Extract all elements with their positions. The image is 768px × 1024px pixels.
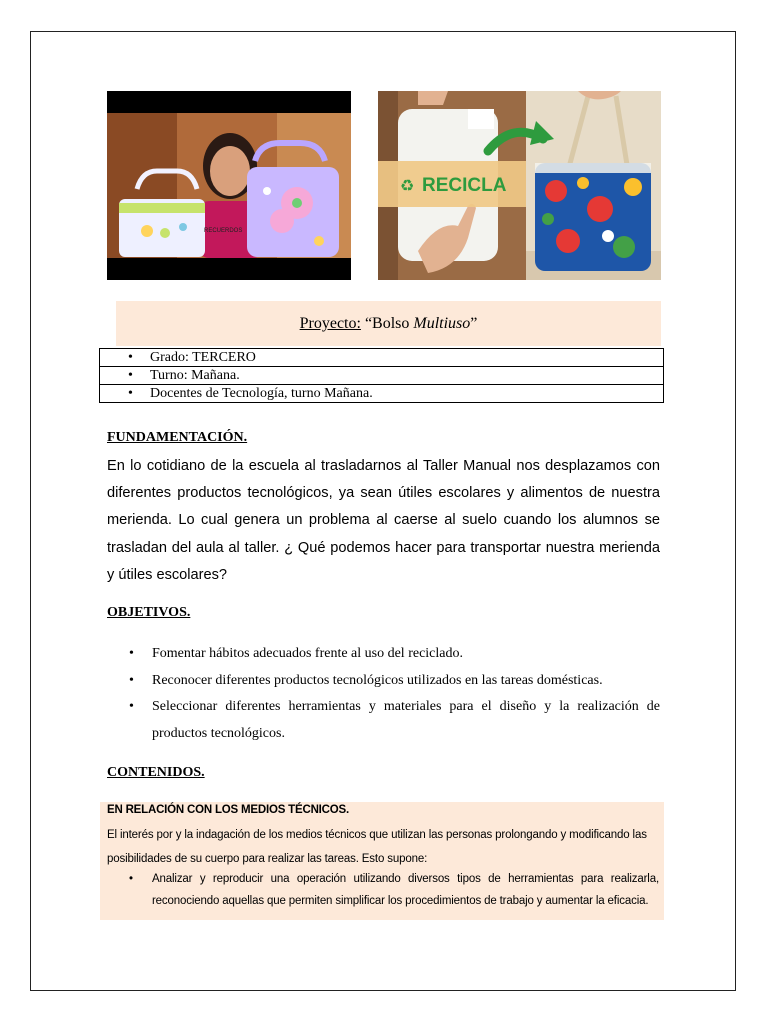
info-text-docentes: Docentes de Tecnología, turno Mañana. — [150, 385, 373, 401]
contenidos-box — [100, 802, 664, 920]
project-name: Multiuso — [413, 315, 471, 332]
info-row-grado — [100, 349, 664, 367]
bullet: • — [129, 699, 134, 714]
photo-woman-with-bags — [107, 91, 351, 280]
objetivo-text: Reconocer diferentes productos tecnológicos utilizados en las tareas domésticas. — [152, 672, 603, 688]
list-item — [107, 641, 660, 668]
fundamentacion-heading: FUNDAMENTACIÓN. — [107, 430, 248, 445]
list-item — [107, 694, 660, 747]
info-cell — [100, 385, 664, 403]
info-row-docentes — [100, 385, 664, 403]
bullet: • — [129, 646, 134, 661]
project-quote-open: “Bolso — [360, 315, 414, 332]
recycle-icon: ♻ — [400, 178, 415, 195]
fundamentacion-paragraph: En lo cotidiano de la escuela al trasladarnos al Taller Manual nos desplazamos con diferentes productos tecnológicos, ya sean útiles escolares y alimentos de nuestra merienda. Lo cual genera un problema al caerse al suelo cuando los alumnos se trasladan del aula al taller. ¿ Qué podemos hacer para transportar nuestra merienda y útiles escolares? — [107, 458, 660, 583]
info-table — [99, 348, 664, 403]
bullet: • — [129, 873, 133, 885]
bullet: • — [128, 385, 133, 401]
contenidos-box-text: El interés por y la indagación de los medios técnicos que utilizan las personas prolongando y modificando las posibilidades de su cuerpo para realizar las tareas. Esto supone: — [107, 829, 647, 865]
list-item — [107, 668, 660, 695]
bullet: • — [129, 672, 134, 688]
recicla-badge-text: RECICLA — [422, 175, 507, 196]
contenidos-list — [107, 868, 659, 912]
photo-recycle-bottle-to-bag — [378, 91, 661, 280]
project-label: Proyecto: — [299, 315, 361, 332]
objetivos-list — [107, 641, 660, 747]
info-cell — [100, 367, 664, 385]
contenidos-box-title: EN RELACIÓN CON LOS MEDIOS TÉCNICOS. — [107, 804, 349, 816]
bullet: • — [128, 349, 133, 365]
list-item — [107, 868, 659, 912]
objetivos-heading: OBJETIVOS. — [107, 605, 191, 620]
contenido-text: Analizar y reproducir una operación utilizando diversos tipos de herramientas para realizarla, reconociendo aquellas que permiten simplificar los procedimientos de trabajo y aumentar la eficacia. — [152, 873, 659, 907]
objetivo-text: Fomentar hábitos adecuados frente al uso del reciclado. — [152, 646, 463, 661]
project-quote-close: ” — [470, 315, 478, 332]
info-text-turno: Turno: Mañana. — [150, 367, 240, 383]
bullet: • — [128, 367, 133, 383]
bag-print-text: RECUERDOS — [204, 228, 243, 234]
project-title-box — [116, 301, 661, 346]
info-text-grado: Grado: TERCERO — [150, 349, 256, 365]
info-cell — [100, 349, 664, 367]
contenidos-heading: CONTENIDOS. — [107, 765, 205, 780]
info-row-turno — [100, 367, 664, 385]
objetivo-text: Seleccionar diferentes herramientas y materiales para el diseño y la realización de productos tecnológicos. — [152, 699, 660, 741]
